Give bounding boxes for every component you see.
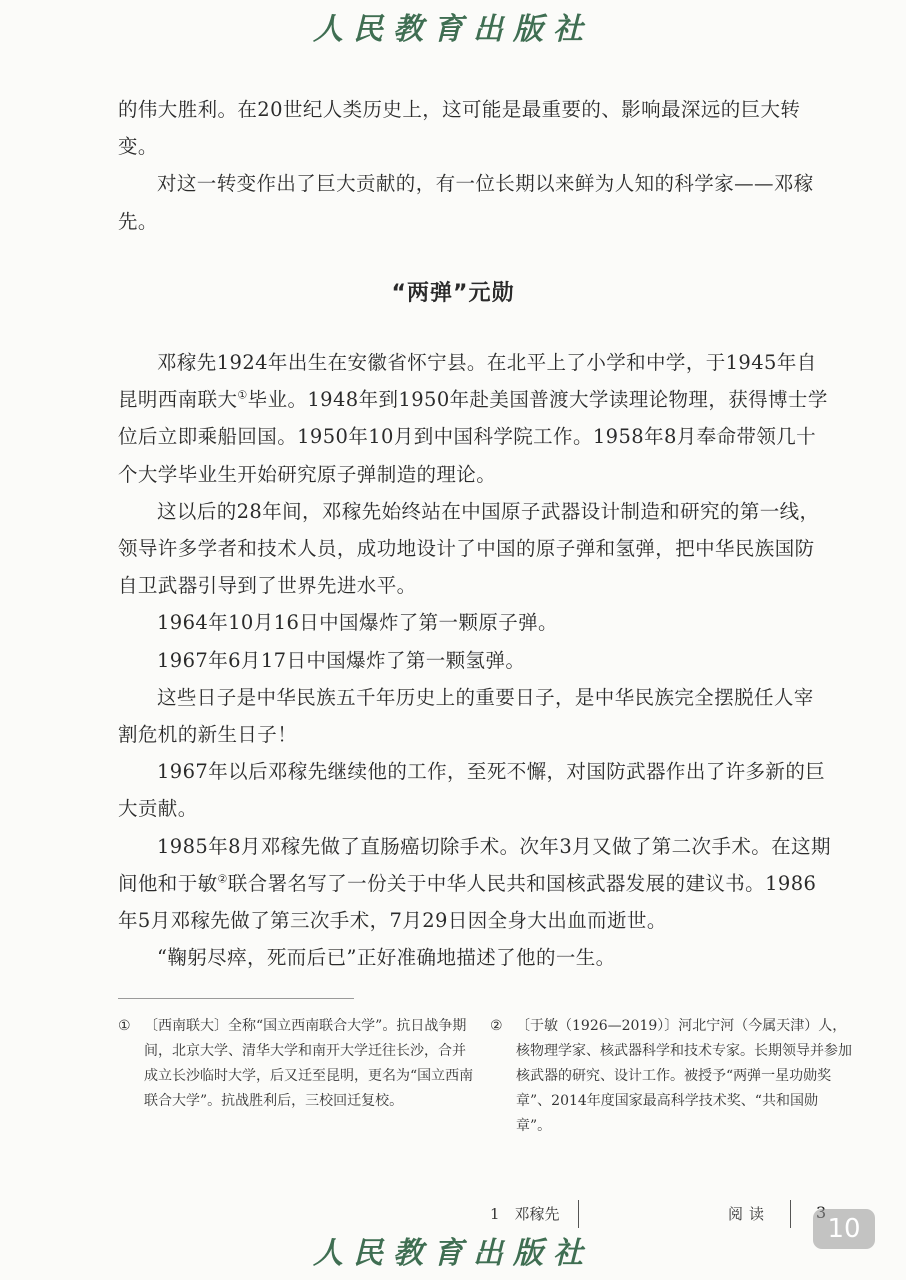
paragraph: 1985年8月邓稼先做了直肠癌切除手术。次年3月又做了第二次手术。在这期间他和于敏②联合署名写了一份关于中华人民共和国核武器发展的建议书。1986年5月邓稼先做了第三次手术，7月29日因全身大出血而逝世。 bbox=[118, 834, 831, 933]
paragraph: 对这一转变作出了巨大贡献的，有一位长期以来鲜为人知的科学家——邓稼先。 bbox=[118, 172, 814, 233]
paragraph: 这以后的28年间，邓稼先始终站在中国原子武器设计制造和研究的第一线，领导许多学者和技术人员，成功地设计了中国的原子弹和氢弹，把中华民族国防自卫武器引导到了世界先进水平。 bbox=[118, 499, 820, 598]
footnote-1 bbox=[118, 1014, 478, 1114]
divider bbox=[578, 1200, 579, 1228]
paragraph: 的伟大胜利。在20世纪人类历史上，这可能是最重要的、影响最深远的巨大转变。 bbox=[118, 98, 801, 159]
paragraph: 邓稼先1924年出生在安徽省怀宁县。在北平上了小学和中学，于1945年自昆明西南联大①毕业。1948年到1950年赴美国普渡大学读理论物理，获得博士学位后立即乘船回国。1950年10月到中国科学院工作。1958年8月奉命带领几十个大学毕业生开始研究原子弹制造的理论。 bbox=[118, 351, 828, 486]
publisher-logo-top: 人民教育出版社 bbox=[313, 12, 593, 47]
publisher-logo-bottom: 人民教育出版社 bbox=[313, 1236, 593, 1271]
footnote-mark: ② bbox=[490, 1018, 503, 1034]
paragraph: 1967年以后邓稼先继续他的工作，至死不懈，对国防武器作出了许多新的巨大贡献。 bbox=[118, 760, 826, 821]
running-header-section: 阅读 bbox=[728, 1205, 771, 1223]
footnote-mark: ① bbox=[118, 1018, 131, 1034]
paragraph: 1967年6月17日中国爆炸了第一颗氢弹。 bbox=[157, 648, 526, 672]
paragraph: 1964年10月16日中国爆炸了第一颗原子弹。 bbox=[157, 611, 558, 635]
running-header-chapter: 1 邓稼先 bbox=[490, 1205, 560, 1223]
footnote-text: 〔西南联大〕全称“国立西南联合大学”。抗日战争期间，北京大学、清华大学和南开大学迁往长沙，合并成立长沙临时大学，后又迁至昆明，更名为“国立西南联合大学”。抗战胜利后，三校回迁复校。 bbox=[144, 1018, 474, 1109]
footnote-divider bbox=[118, 998, 354, 999]
main-text bbox=[118, 344, 832, 976]
intro-text bbox=[118, 91, 832, 240]
footnote-2 bbox=[490, 1014, 852, 1139]
section-title: “两弹”元勋 bbox=[391, 281, 515, 306]
footnote-ref-1[interactable]: ① bbox=[237, 388, 248, 402]
footnote-text: 〔于敏（1926—2019）〕河北宁河（今属天津）人，核物理学家、核武器科学和技术专家。长期领导并参加核武器的研究、设计工作。被授予“两弹一星功勋奖章”、2014年度国家最高科学技术奖、“共和国勋章”。 bbox=[516, 1018, 852, 1134]
footnote-ref-2[interactable]: ② bbox=[217, 872, 228, 886]
paragraph: 这些日子是中华民族五千年历史上的重要日子，是中华民族完全摆脱任人宰割危机的新生日子！ bbox=[118, 685, 814, 747]
paragraph: “鞠躬尽瘁，死而后已”正好准确地描述了他的一生。 bbox=[157, 946, 616, 970]
page-indicator-badge[interactable]: 10 bbox=[813, 1209, 875, 1249]
divider bbox=[790, 1200, 791, 1228]
